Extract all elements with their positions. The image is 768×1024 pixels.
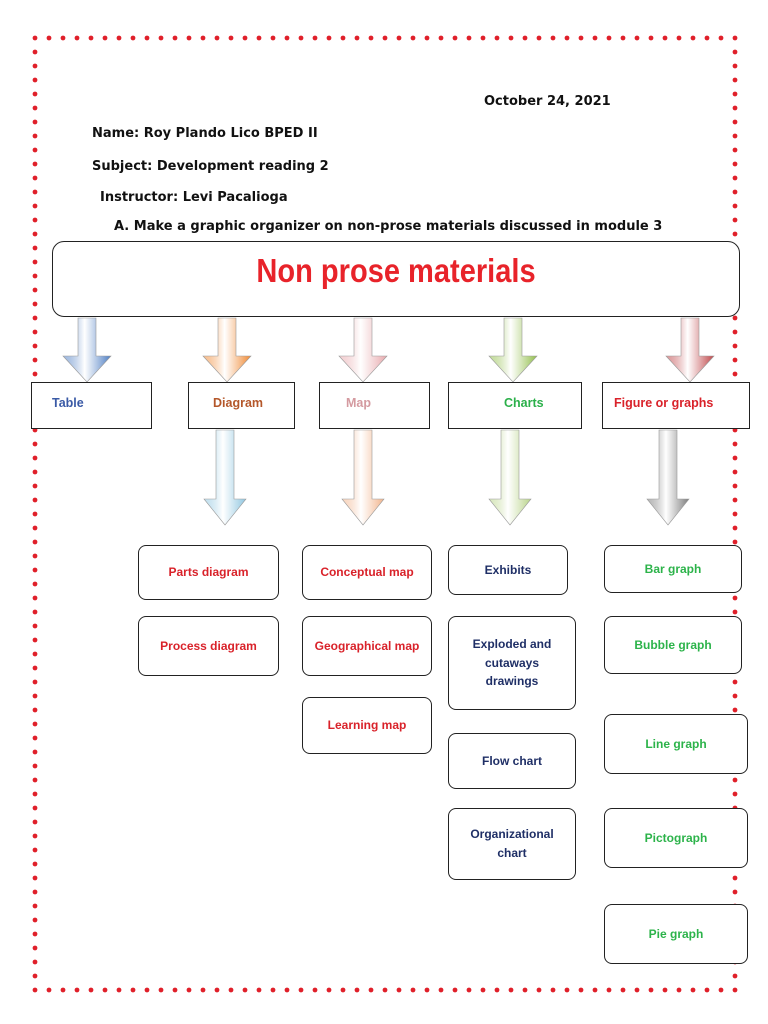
arrow-to-charts [489, 318, 537, 382]
arrow-to-map [339, 318, 387, 382]
instructor-line: Instructor: Levi Pacalioga [100, 190, 288, 205]
item-exploded-drawings: Exploded and cutaways drawings [448, 616, 576, 710]
item-bar-graph: Bar graph [604, 545, 742, 593]
category-diagram [188, 382, 295, 429]
category-label: Charts [504, 396, 544, 410]
item-learning-map: Learning map [302, 697, 432, 754]
item-bubble-graph: Bubble graph [604, 616, 742, 674]
category-label: Figure or graphs [614, 396, 714, 410]
category-label: Table [52, 396, 84, 410]
instruction-line: A. Make a graphic organizer on non-prose materials discussed in module 3 [114, 219, 663, 234]
category-table [31, 382, 152, 429]
item-line-graph: Line graph [604, 714, 748, 774]
item-flow-chart: Flow chart [448, 733, 576, 789]
item-parts-diagram: Parts diagram [138, 545, 279, 600]
arrow-to-chart-items [489, 430, 531, 525]
arrow-to-table [63, 318, 111, 382]
arrow-to-graph-items [647, 430, 689, 525]
arrow-to-figure-or-graphs [666, 318, 714, 382]
item-pie-graph: Pie graph [604, 904, 748, 964]
item-conceptual-map: Conceptual map [302, 545, 432, 600]
arrow-to-map-items [342, 430, 384, 525]
category-label: Map [346, 396, 371, 410]
category-charts [448, 382, 582, 429]
item-geographical-map: Geographical map [302, 616, 432, 676]
arrow-to-diagram-items [204, 430, 246, 525]
item-pictograph: Pictograph [604, 808, 748, 868]
document-date: October 24, 2021 [484, 94, 611, 109]
arrow-to-diagram [203, 318, 251, 382]
organizer-title-box [52, 241, 740, 317]
category-figure-or-graphs [602, 382, 750, 429]
category-label: Diagram [213, 396, 264, 410]
item-organizational-chart: Organizational chart [448, 808, 576, 880]
item-exhibits: Exhibits [448, 545, 568, 595]
student-name: Name: Roy Plando Lico BPED II [92, 126, 318, 141]
subject-line: Subject: Development reading 2 [92, 159, 329, 174]
organizer-title: Non prose materials [256, 252, 536, 289]
item-process-diagram: Process diagram [138, 616, 279, 676]
category-map [319, 382, 430, 429]
